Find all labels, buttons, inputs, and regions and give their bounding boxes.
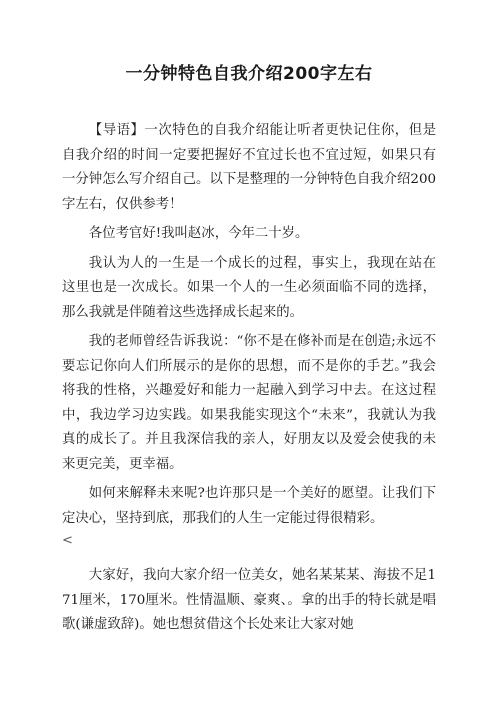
paragraph-future: 如何来解释未来呢?也许那只是一个美好的愿望。让我们下定决心，坚持到底，那我们的人生一定能过得很精彩。	[62, 486, 436, 526]
paragraph-teacher-quote: 我的老师曾经告诉我说：“你不是在修补而是在创造;永远不要忘记你向人们所展示的是你的思想，而不是你的手艺。”我会将我的性格，兴趣爱好和能力一起融入到学习中去。在这过程中，我边学习边实践。如果我能实现这个“未来”，我就认为我真的成长了。并且我深信我的亲人，好朋友以及爱会使我的未来更完美，更幸福。	[62, 334, 436, 472]
paragraph-intro: 【导语】一次特色的自我介绍能让听者更快记住你，但是自我介绍的时间一定要把握好不宜过长也不宜过短，如果只有一分钟怎么写介绍自己。以下是整理的一分钟特色自我介绍200字左右，仅供参考！	[62, 123, 436, 212]
paragraph-greeting: 各位考官好!我叫赵冰，今年二十岁。	[88, 226, 309, 241]
separator-mark: <	[62, 533, 73, 548]
paragraph-growth: 我认为人的一生是一个成长的过程，事实上，我现在站在这里也是一次成长。如果一个人的一生必须面临不同的选择，那么我就是伴随着这些选择成长起来的。	[62, 255, 436, 320]
document-title: 一分钟特色自我介绍200字左右	[125, 64, 373, 84]
document-page	[62, 0, 436, 643]
paragraph-introduce-friend: 大家好，我向大家介绍一位美女，她名某某某、海拔不足171厘米，170厘米。性情温顺、豪爽、。拿的出手的特长就是唱歌(谦虚致辞)。她也想贫借这个长处来让大家对她	[62, 568, 436, 632]
document-body	[62, 119, 436, 638]
